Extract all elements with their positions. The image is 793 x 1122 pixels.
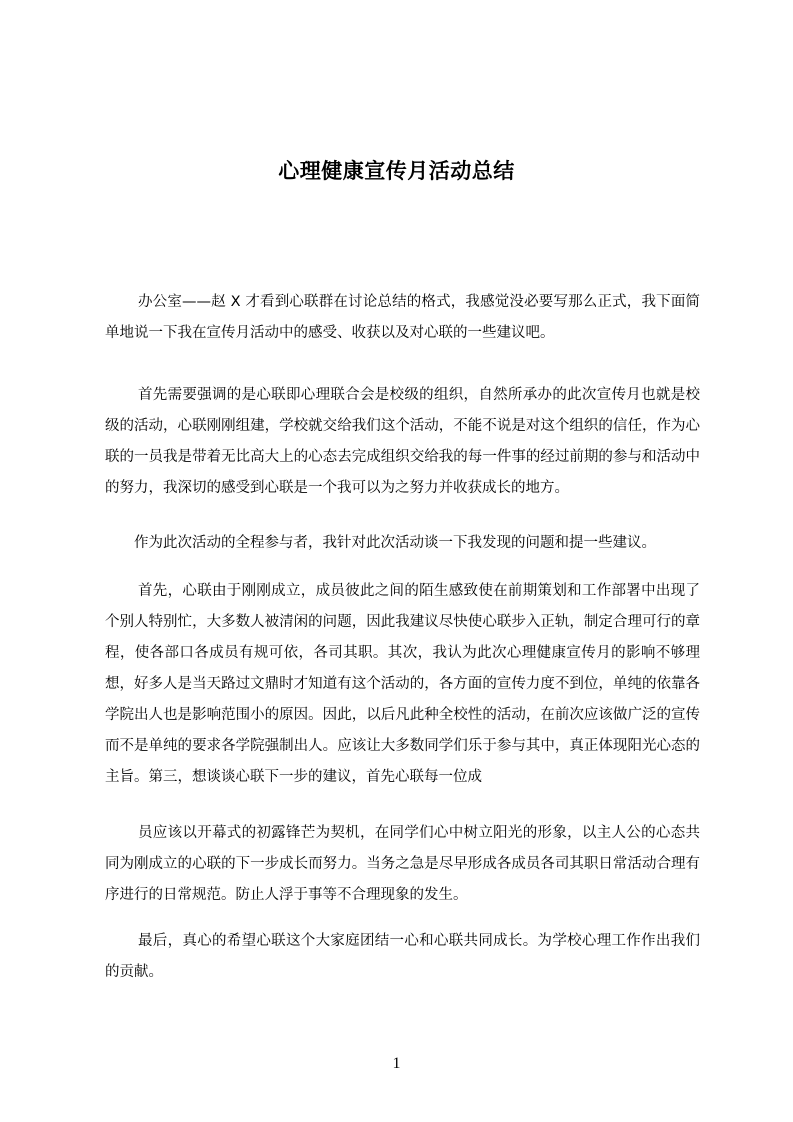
page-number: 1 [392,1055,401,1072]
paragraph-member-attitude: 员应该以开幕式的初露锋芒为契机，在同学们心中树立阳光的形象，以主人公的心态共同为刚成立的心联的下一步成长而努力。当务之急是尽早形成各成员各司其职日常活动合理有序进行的日常规范。防止人浮于事等不合理现象的发生。 [105,825,700,903]
document-title: 心理健康宣传月活动总结 [278,159,515,184]
paragraph-conclusion: 最后，真心的希望心联这个大家庭团结一心和心联共同成长。为学校心理工作作出我们的贡献。 [105,933,700,980]
paragraph-organization: 首先需要强调的是心联即心理联合会是校级的组织，自然所承办的此次宣传月也就是校级的活动，心联刚刚组建，学校就交给我们这个活动，不能不说是对这个组织的信任，作为心联的一员我是带着无比高大上的心态去完成组织交给我的每一件事的经过前期的参与和活动中的努力，我深切的感受到心联是一个我可以为之努力并收获成长的地方。 [105,387,700,496]
paragraph-intro: 办公室——赵 X 才看到心联群在讨论总结的格式，我感觉没必要写那么正式，我下面简单地说一下我在宣传月活动中的感受、收获以及对心联的一些建议吧。 [105,294,700,341]
paragraph-problems-suggestions: 首先，心联由于刚刚成立，成员彼此之间的陌生感致使在前期策划和工作部署中出现了个别人特别忙，大多数人被清闲的问题，因此我建议尽快使心联步入正轨，制定合理可行的章程，使各部口各成员有规可依，各司其职。其次，我认为此次心理健康宣传月的影响不够理想，好多人是当天路过文鼎时才知道有这个活动的，各方面的宣传力度不到位，单纯的依靠各学院出人也是影响范围小的原因。因此，以后凡此种全校性的活动，在前次应该做广泛的宣传而不是单纯的要求各学院强制出人。应该让大多数同学们乐于参与其中，真正体现阳光心态的主旨。第三，想谈谈心联下一步的建议，首先心联每一位成 [105,583,700,785]
paragraph-participant: 作为此次活动的全程参与者，我针对此次活动谈一下我发现的问题和提一些建议。 [134,535,656,551]
